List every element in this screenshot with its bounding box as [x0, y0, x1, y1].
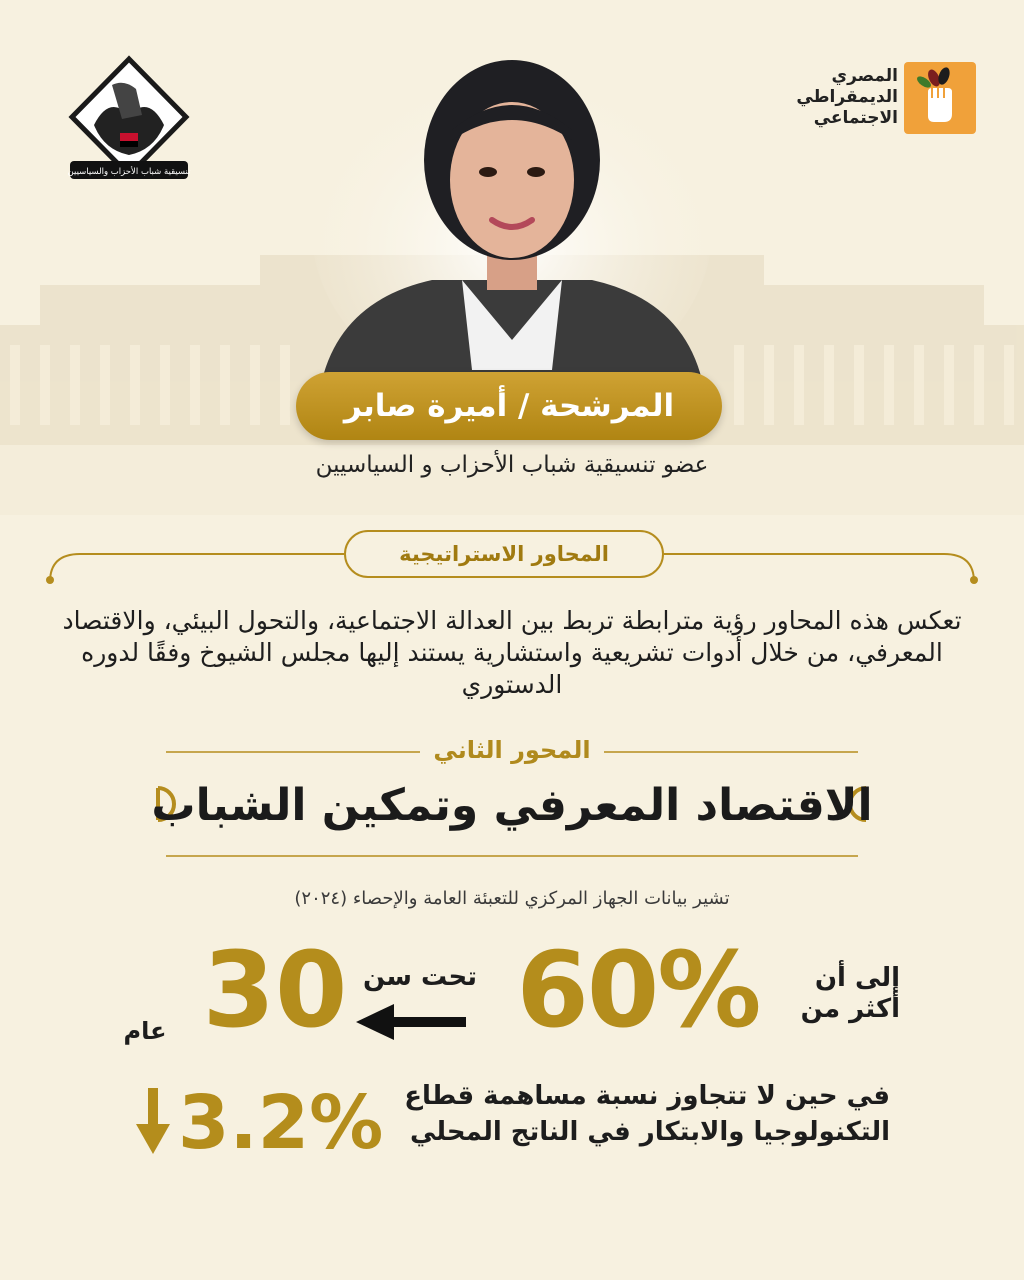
candidate-role: عضو تنسيقية شباب الأحزاب و السياسيين: [315, 452, 709, 478]
strategic-axes-title: المحاور الاستراتيجية: [344, 530, 664, 578]
party-name: [788, 66, 898, 129]
strategic-paragraph: تعكس هذه المحاور رؤية مترابطة تربط بين العدالة الاجتماعية، والتحول البيئي، والاقتصاد المعرفي، من خلال أدوات تشريعية واستشارية يستند إليها مجلس الشيوخ وفقًا لدوره الدستوري: [62, 606, 962, 699]
youth-percentage-stat: 60%: [516, 929, 760, 1051]
data-source-note: تشير بيانات الجهاز المركزي للتعبئة العامة والإحصاء (٢٠٢٤): [294, 888, 730, 909]
coordination-logo: [64, 55, 194, 185]
under-age-label: تحت سن: [362, 962, 478, 992]
coordination-emblem-icon: [64, 55, 194, 185]
candidate-portrait: [302, 40, 722, 380]
party-name-line-2: الديمقراطي: [796, 87, 898, 107]
age-stat: 30: [202, 929, 348, 1051]
arrow-left-icon: [356, 1002, 476, 1042]
year-label: عام: [123, 1017, 167, 1045]
axis-number-label: المحور الثاني: [433, 736, 591, 764]
more-than-label: إلى أن أكثر من: [800, 963, 900, 1024]
party-name-line-3: الاجتماعي: [813, 108, 898, 128]
coordination-logo-caption: تنسيقية شباب الأحزاب والسياسيين: [67, 167, 191, 177]
candidate-name-badge: المرشحة / أميرة صابر: [296, 372, 722, 440]
axis-title: الاقتصاد المعرفي وتمكين الشباب: [151, 780, 873, 831]
tech-contribution-stat: 3.2%: [178, 1080, 384, 1166]
party-name-line-1: المصري: [831, 66, 898, 86]
tech-contribution-label: في حين لا تتجاوز نسبة مساهمة قطاع التكنولوجيا والابتكار في الناتج المحلي: [404, 1081, 890, 1147]
party-logo: [904, 62, 976, 134]
arrow-down-icon: [136, 1088, 170, 1154]
fist-flower-icon: [904, 62, 976, 134]
